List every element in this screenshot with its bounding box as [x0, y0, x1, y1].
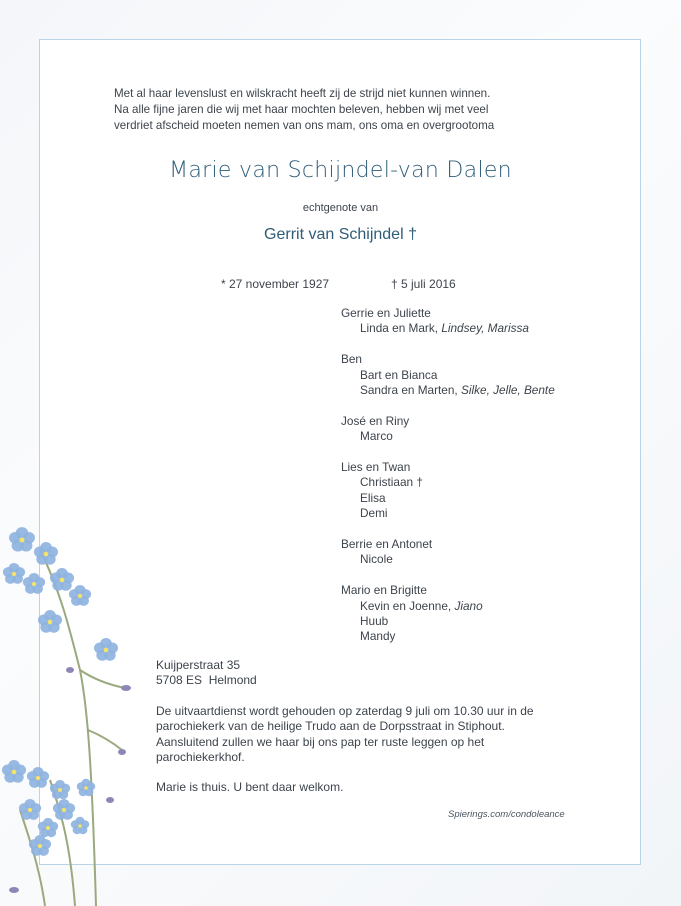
blossom	[19, 799, 41, 820]
family-child-name: Huub	[360, 614, 389, 629]
blossom	[50, 780, 70, 799]
birth-date: * 27 november 1927	[221, 277, 330, 291]
condolence-link[interactable]: Spierings.com/condoleance	[448, 809, 565, 820]
family-child-name: Elisa	[360, 490, 386, 505]
family-child	[341, 491, 555, 506]
family-head: Mario en Brigitte	[341, 583, 427, 598]
family-child-name: Marco	[360, 429, 393, 444]
service-line: Aansluitend zullen we haar bij ons pap ter ruste leggen op het	[156, 734, 485, 749]
family-head: Lies en Twan	[341, 460, 411, 475]
blossom	[3, 563, 25, 584]
family-grandchildren: Silke, Jelle, Bente	[461, 383, 555, 398]
family-child	[341, 475, 555, 490]
family-head: Ben	[341, 352, 362, 367]
family-child	[341, 429, 555, 444]
intro-text	[114, 86, 494, 134]
family-child	[341, 629, 555, 644]
flower-blossoms	[2, 527, 118, 856]
family-list	[341, 306, 555, 660]
blossom	[23, 573, 45, 594]
intro-line: Na alle fijne jaren die wij met haar mochten beleven, hebben wij met veel	[114, 103, 489, 116]
blossom	[2, 760, 26, 783]
family-child	[341, 383, 555, 398]
family-child	[341, 552, 555, 567]
blossom	[38, 818, 58, 837]
welcome-text: Marie is thuis. U bent daar welkom.	[156, 780, 344, 794]
blossom	[71, 817, 90, 834]
service-line: parochiekerk van de heilige Trudo aan de Dorpsstraat in Stiphout.	[156, 719, 505, 734]
family-group	[341, 583, 555, 645]
address	[156, 658, 257, 689]
blossom	[77, 779, 96, 796]
blossom	[94, 638, 118, 661]
family-child-name: Linda en Mark,	[360, 321, 442, 336]
family-grandchildren: Lindsey, Marissa	[441, 321, 529, 336]
family-child	[341, 506, 555, 521]
family-head: Berrie en Antonet	[341, 537, 433, 552]
family-group	[341, 414, 555, 445]
family-child-name: Nicole	[360, 552, 393, 567]
blossom	[9, 527, 35, 551]
spouse-label: echtgenote van	[302, 202, 379, 214]
family-child	[341, 599, 555, 614]
service-info	[156, 704, 534, 766]
forget-me-not-flowers-decoration	[0, 510, 140, 906]
family-head: José en Riny	[341, 413, 410, 428]
intro-line: verdriet afscheid moeten nemen van ons mam, ons oma en overgrootoma	[114, 119, 495, 132]
family-child	[341, 614, 555, 629]
family-group	[341, 537, 555, 568]
family-group	[341, 460, 555, 522]
intro-line: Met al haar levenslust en wilskracht heeft zij de strijd niet kunnen winnen.	[114, 87, 491, 100]
family-head: Gerrie en Juliette	[341, 306, 431, 320]
blossom	[38, 610, 62, 633]
family-child-name: Mandy	[360, 629, 396, 644]
family-child-name: Bart en Bianca	[360, 367, 438, 382]
family-child-name: Demi	[360, 506, 388, 521]
death-date: † 5 juli 2016	[391, 277, 456, 291]
family-child-name: Sandra en Marten,	[360, 383, 461, 398]
family-group	[341, 306, 555, 337]
blossom	[50, 568, 74, 591]
family-child-name: Kevin en Joenne,	[360, 598, 455, 613]
address-city: 5708 ES Helmond	[156, 673, 257, 688]
spouse-name: Gerrit van Schijndel †	[264, 226, 417, 243]
family-child	[341, 321, 555, 336]
family-grandchildren: Jiano	[454, 598, 483, 613]
blossom	[29, 835, 51, 856]
family-group	[341, 352, 555, 398]
blossom	[34, 542, 58, 565]
blossom	[27, 767, 49, 788]
service-line: De uitvaartdienst wordt gehouden op zaterdag 9 juli om 10.30 uur in de	[156, 704, 534, 718]
deceased-name: Marie van Schijndel-van Dalen	[169, 158, 512, 183]
service-line: parochiekerkhof.	[156, 750, 245, 765]
family-child-name: Christiaan †	[360, 475, 423, 490]
family-child	[341, 368, 555, 383]
address-street: Kuijperstraat 35	[156, 658, 241, 672]
blossom	[69, 585, 91, 606]
